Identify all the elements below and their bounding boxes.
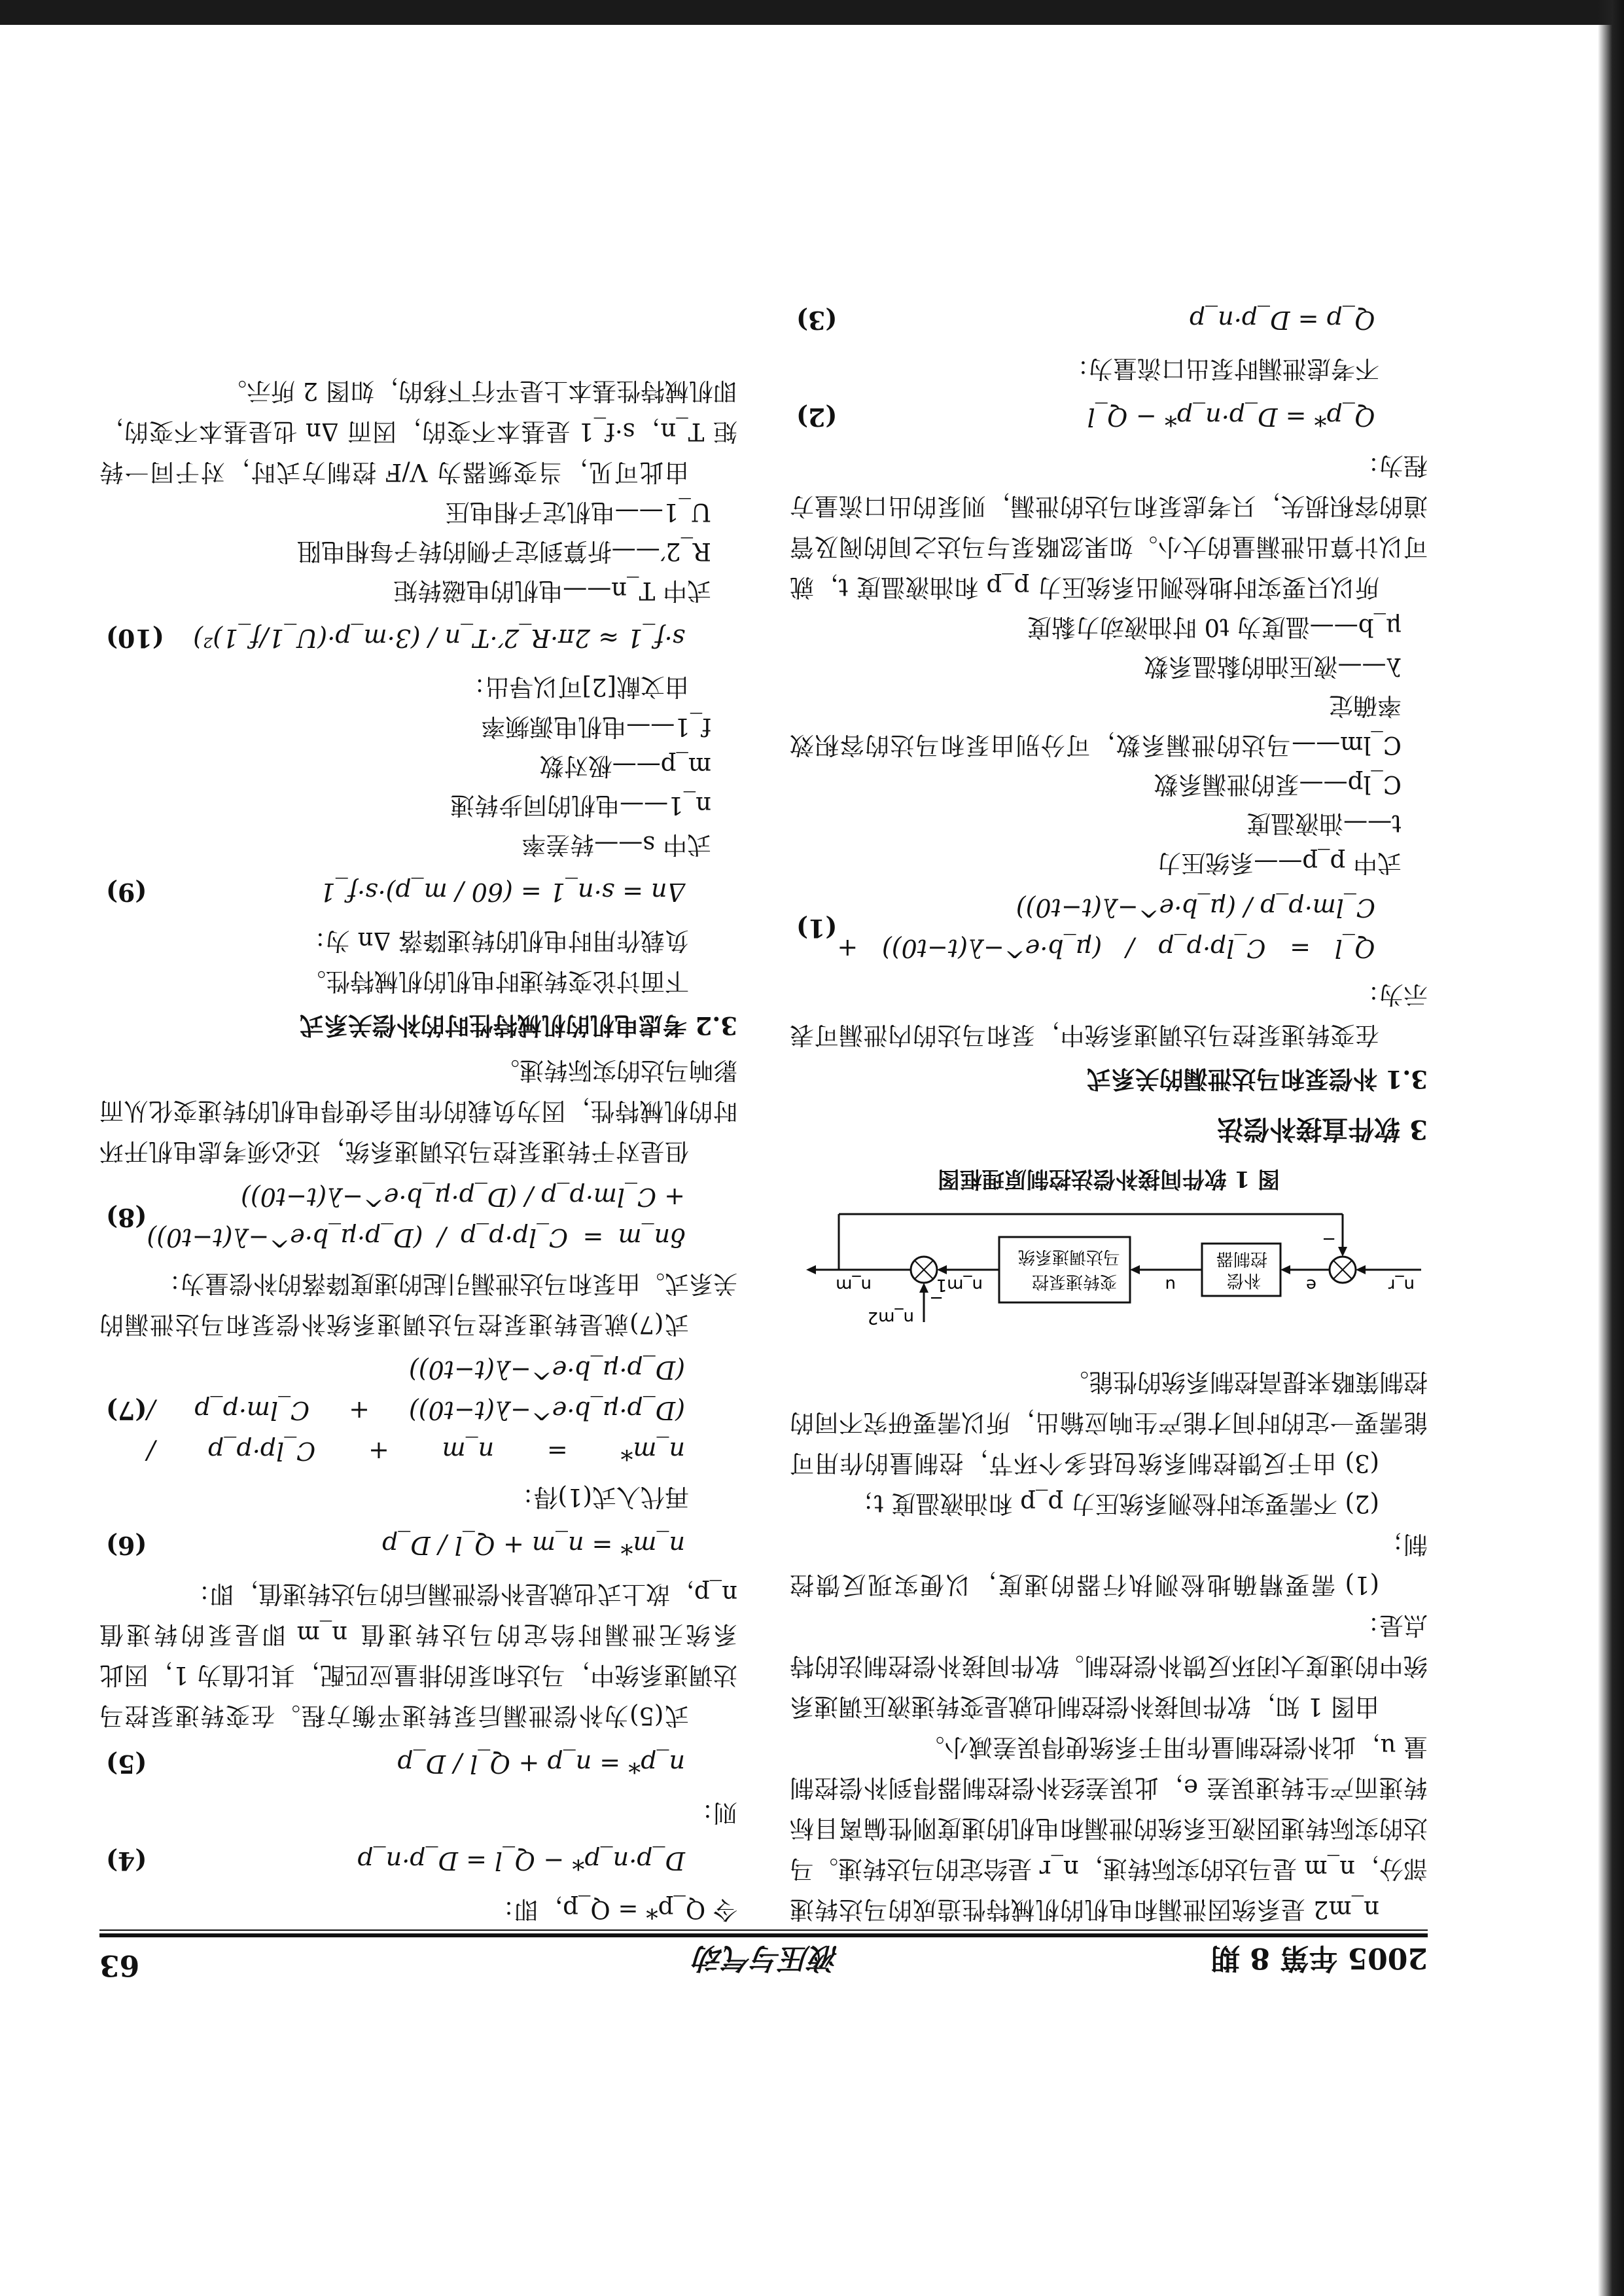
list-item: (1) 需要精确地检测执行器的速度，以便实现反馈控制； bbox=[790, 1530, 1428, 1599]
list-item: (3) 由于反馈控制系统包括多个环节，控制量的作用可能需要一定的时间才能产生响应输出，所以需要研究不同的控制策略来提高控制系统的性能。 bbox=[790, 1368, 1428, 1477]
paragraph: 式(5)为补偿泄漏后泵转速平衡方程。在变转速泵控马达调速系统中，马达和泵的排量应匹配，其比值为 1，因此系统无泄漏时给定的马达转速值 n_m 即是泵的转速值 n_p，故上式也就是补偿泄漏后的马达转速值，即： bbox=[99, 1580, 737, 1730]
paragraph: 令 Q_p* = Q_p，即： bbox=[490, 1895, 737, 1924]
arrow-head bbox=[1356, 1265, 1366, 1274]
definition-line: λ——液压油的黏温系数 bbox=[1144, 653, 1402, 681]
definition-line: μ_b——温度为 t0 时油液动力黏度 bbox=[1027, 613, 1402, 641]
paragraph: 由文献[2]可以导出： bbox=[461, 673, 689, 701]
figure-1-block-diagram bbox=[790, 1204, 1428, 1348]
arrow-head bbox=[937, 1265, 947, 1274]
label-controller-line1: 补偿 bbox=[1226, 1270, 1261, 1290]
scan-shadow-edge bbox=[0, 0, 1624, 25]
arrow-head bbox=[1338, 1247, 1347, 1257]
paragraph: 由此可见，当变频器为 V/F 控制方式时，对于同一转矩 T_n，s·f_1 是基本不变的，因而 Δn 也是基本不变的，即机械特性基本上是平行下移的，如图 2 所示。 bbox=[99, 377, 737, 486]
definition-line: f_1——电机电源频率 bbox=[481, 713, 711, 741]
equation-4 bbox=[99, 1838, 737, 1884]
equation-number: (3) bbox=[796, 306, 838, 335]
paragraph: n_m2 是系统因泄漏和电机的机械特性造成的马达转速部分，n_m 是马达的实际转速，n_r 是给定的马达转速。马达的实际转速因液压系统的泄漏和电机的速度刚性偏离目标转速而产生转速误差 e，此误差经补偿控制器得到补偿控制量 u，此补偿控制量作用于系统使得误差减小。 bbox=[790, 1733, 1428, 1924]
equation-9 bbox=[99, 869, 737, 915]
paragraph: 在变转速泵控马达调速系统中，泵和马达的内泄漏可表示为： bbox=[790, 980, 1428, 1049]
label-plant-line1: 变转速泵控 bbox=[1031, 1272, 1117, 1291]
definition-line: U_1——电机定子相电压 bbox=[445, 498, 711, 526]
label-nm1: n_m1 bbox=[936, 1275, 983, 1295]
equation-body: Q_l = C_lp·p_p / (μ_b·e^−λ(t−t0)) + C_lm·p_p / (μ_b·e^−λ(t−t0)) bbox=[837, 893, 1375, 963]
equation-7 bbox=[99, 1350, 737, 1471]
symbol-definitions bbox=[790, 607, 1402, 882]
block-diagram-svg bbox=[790, 1204, 1428, 1348]
definition-line: t——油液温度 bbox=[1246, 810, 1402, 838]
label-nr: n_r bbox=[1388, 1275, 1415, 1295]
figure-1-caption: 图 1 软件间接补偿法控制原理框图 bbox=[937, 1166, 1280, 1192]
paragraph: 负载作用时电机的转速降落 Δn 为： bbox=[301, 927, 689, 955]
equation-10 bbox=[99, 615, 737, 661]
paragraph: 不考虑泄漏时泵出口流量为： bbox=[1065, 355, 1379, 383]
arrow-head bbox=[919, 1283, 928, 1293]
section-3-2-heading: 3.2 考虑电机的机械特性时的补偿关系式 bbox=[299, 1011, 737, 1040]
label-nm2: n_m2 bbox=[867, 1308, 914, 1327]
arrow-head bbox=[1280, 1265, 1290, 1274]
equation-body: Q_p* = D_p·n_p* − Q_l bbox=[1087, 403, 1375, 431]
label-nm: n_m bbox=[836, 1275, 872, 1295]
equation-5 bbox=[99, 1741, 737, 1787]
equation-body: Q_p = D_p·n_p bbox=[1189, 306, 1375, 334]
section-3-heading: 3 软件直接补偿法 bbox=[1217, 1114, 1428, 1145]
left-column bbox=[790, 149, 1428, 1929]
page-number: 63 bbox=[99, 1948, 140, 1982]
arrow-head bbox=[1130, 1265, 1140, 1274]
definition-line: 式中 T_n——电机的电磁转矩 bbox=[393, 577, 711, 605]
definition-line: 式中 p_p——系统压力 bbox=[1157, 849, 1402, 877]
label-minus: − bbox=[929, 1288, 944, 1308]
equation-body: Δn = s·n_1 = (60 / m_p)·s·f_1 bbox=[319, 878, 685, 906]
equation-body: δn_m = C_lp·p_p / (D_p·μ_b·e^−λ(t−t0)) + C_lm·p_p / (D_p·μ_b·e^−λ(t−t0)) bbox=[147, 1183, 685, 1252]
symbol-definitions bbox=[99, 707, 711, 864]
paragraph: 则： bbox=[689, 1799, 737, 1827]
label-u: u bbox=[1165, 1275, 1176, 1295]
equation-body: s·f_1 ≈ 2π·R_2′·T_n / (3·m_p·(U_1/f_1)²) bbox=[193, 624, 685, 653]
definition-line: n_1——电机的同步转速 bbox=[450, 791, 711, 819]
section-3-1-heading: 3.1 补偿泵和马达泄漏的关系式 bbox=[1086, 1065, 1428, 1094]
paragraph: 所以只要实时地检测出系统压力 p_p 和油液温度 t，就可以计算出泄漏量的大小。如果忽略泵与马达之间的阀及管道的容积损失，只考虑泵和马达的泄漏，则泵的出口流量方程为： bbox=[790, 452, 1428, 601]
equation-number: (7) bbox=[106, 1396, 147, 1426]
equation-3 bbox=[790, 297, 1428, 343]
paragraph: 再代入式(1)得： bbox=[509, 1483, 689, 1511]
arrow-head bbox=[806, 1265, 816, 1274]
definition-line: C_lp——泵的泄漏系数 bbox=[1154, 770, 1402, 798]
right-column bbox=[99, 149, 737, 1929]
equation-number: (2) bbox=[796, 403, 838, 432]
equation-body: n_m* = n_m + C_lp·p_p / (D_p·μ_b·e^−λ(t−t0)) + C_lm·p_p / (D_p·μ_b·e^−λ(t−t0)) bbox=[147, 1355, 685, 1465]
list-item: (2) 不需要实时检测系统压力 p_p 和油液温度 t； bbox=[849, 1490, 1379, 1518]
equation-body: n_p* = n_p + Q_l / D_p bbox=[397, 1749, 685, 1778]
equation-1 bbox=[790, 888, 1428, 969]
definition-line: 式中 s——转差率 bbox=[521, 831, 711, 859]
symbol-definitions bbox=[99, 492, 711, 610]
issue-label: 2005 年第 8 期 bbox=[1210, 1941, 1428, 1975]
definition-line: R_2′——折算到定子侧的转子每相电阻 bbox=[296, 537, 711, 565]
header-rule-thin bbox=[99, 1929, 1428, 1931]
equation-number: (8) bbox=[106, 1203, 147, 1232]
definition-line: C_lm——马达的泄漏系数，可分别由泵和马达的容积效率确定 bbox=[790, 692, 1402, 759]
journal-name: 液压与气动 bbox=[695, 1941, 839, 1975]
equation-number: (5) bbox=[106, 1749, 147, 1779]
paragraph: 由图 1 知，软件间接补偿控制也就是变转速液压调速系统中的速度大闭环反馈补偿控制。软件间接补偿控制法的特点是： bbox=[790, 1611, 1428, 1721]
equation-body: D_p·n_p* − Q_l = D_p·n_p bbox=[357, 1846, 685, 1875]
equation-body: n_m* = n_m + Q_l / D_p bbox=[381, 1531, 685, 1560]
scan-side-shadow bbox=[1598, 0, 1624, 2296]
label-controller-line2: 控制器 bbox=[1216, 1249, 1267, 1268]
equation-8 bbox=[99, 1177, 737, 1258]
paragraph: 式(7)就是转速泵控马达调速系统补偿泵和马达泄漏的关系式。由泵和马达泄漏引起的速度降落的补偿量为： bbox=[99, 1270, 737, 1338]
equation-2 bbox=[790, 394, 1428, 440]
paragraph: 下面讨论变转速时电机的机械特性。 bbox=[302, 967, 689, 996]
equation-number: (4) bbox=[106, 1846, 147, 1876]
label-e: e bbox=[1306, 1275, 1316, 1295]
running-header bbox=[99, 1943, 1428, 1982]
header-rule-thick bbox=[99, 1933, 1428, 1937]
equation-number: (10) bbox=[106, 624, 164, 653]
equation-6 bbox=[99, 1522, 737, 1568]
paragraph: 但是对于转速泵控马达调速系统，还必须考虑电机开环时的机械特性，因为负载的作用会使得电机的转速变化从而影响马达的实际转速。 bbox=[99, 1056, 737, 1166]
equation-number: (1) bbox=[796, 914, 838, 943]
equation-number: (9) bbox=[106, 878, 147, 907]
label-plant-line2: 马达调速系统 bbox=[1017, 1247, 1120, 1266]
label-minus: − bbox=[1322, 1229, 1336, 1249]
definition-line: m_p——极对数 bbox=[539, 752, 711, 780]
equation-number: (6) bbox=[106, 1531, 147, 1560]
